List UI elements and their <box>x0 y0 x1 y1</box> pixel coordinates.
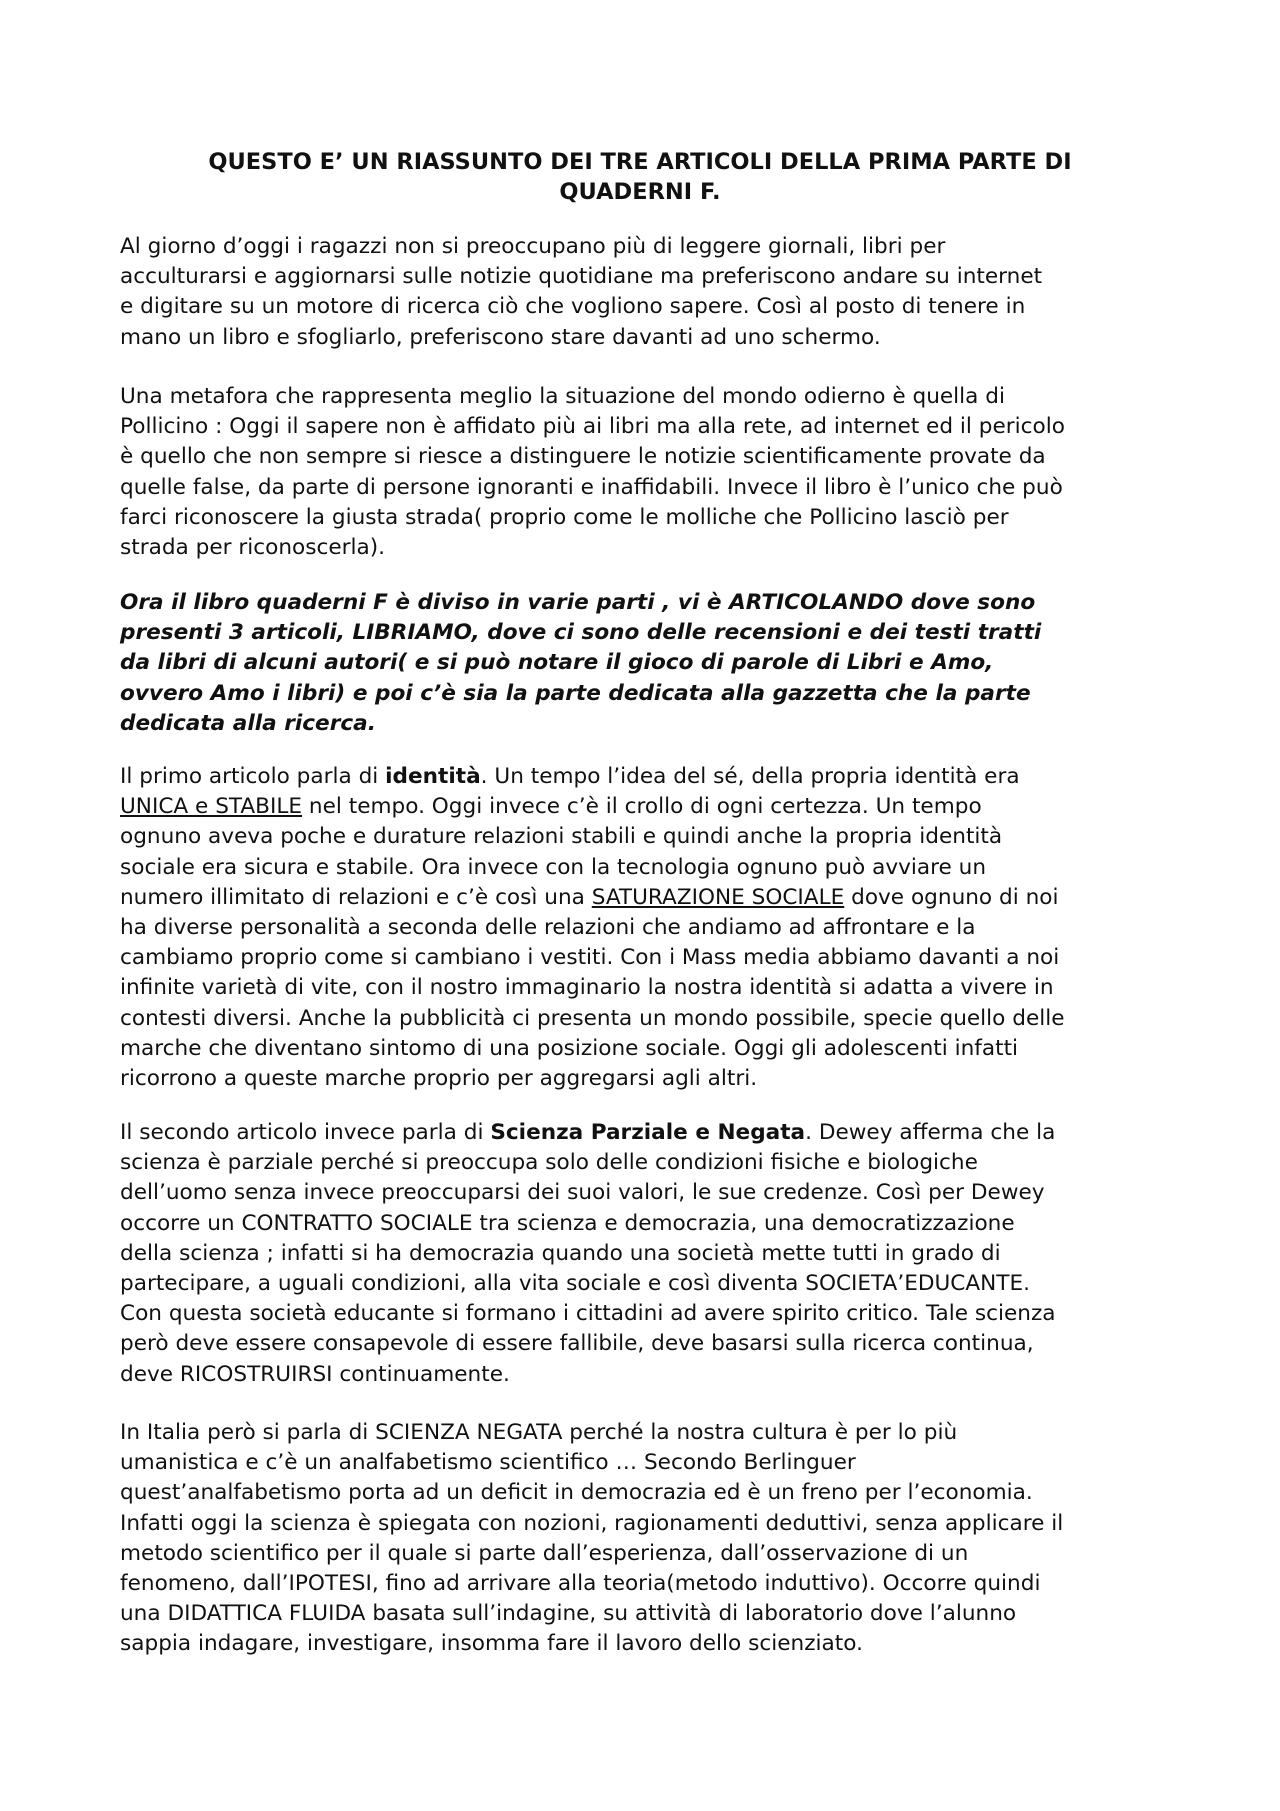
text-line: quelle false, da parte di persone ignoranti e inaffidabili. Invece il libro è l’unico che può <box>120 474 1063 500</box>
text-line: presenti 3 articoli, LIBRIAMO, dove ci sono delle recensioni e dei testi tratti <box>120 620 1042 646</box>
text-line: sappia indagare, investigare, insomma fare il lavoro dello scienziato. <box>120 1631 863 1657</box>
text-line: da libri di alcuni autori( e si può notare il gioco di parole di Libri e Amo, <box>120 650 994 676</box>
text-line <box>120 883 1165 913</box>
title-line: QUADERNI F. <box>559 179 721 205</box>
text-line: infinite varietà di vite, con il nostro immaginario la nostra identità si adatta a vivere in <box>120 975 1054 1001</box>
text-line: Ora il libro quaderni F è diviso in varie parti , vi è ARTICOLANDO dove sono <box>120 590 1036 615</box>
text-run: . Un tempo l’idea del sé, della propria identità era <box>480 764 1020 789</box>
text-line: sociale era sicura e stabile. Ora invece con la tecnologia ognuno può avviare un <box>120 854 987 880</box>
keyword-identita: identità <box>385 764 481 789</box>
text-line: ha diverse personalità a seconda delle relazioni che andiamo ad affrontare e la <box>120 915 976 941</box>
text-line: ricorrono a queste marche proprio per aggregarsi agli altri. <box>120 1066 758 1092</box>
text-line: deve RICOSTRUIRSI continuamente. <box>120 1361 510 1387</box>
text-line: dell’uomo senza invece preoccuparsi dei suoi valori, le sue credenze. Così per Dewey <box>120 1180 1045 1206</box>
text-line: umanistica e c’è un analfabetismo scientifico … Secondo Berlinguer <box>120 1450 856 1476</box>
text-line: è quello che non sempre si riesce a distinguere le notizie scientificamente provate da <box>120 444 1046 470</box>
paragraph-book-structure <box>120 588 1165 739</box>
text-line: strada per riconoscerla). <box>120 535 386 561</box>
text-line: In Italia però si parla di SCIENZA NEGATA perché la nostra cultura è per lo più <box>120 1420 958 1445</box>
text-line: della scienza ; infatti si ha democrazia quando una società mette tutti in grado di <box>120 1240 1001 1266</box>
text-line: farci riconoscere la giusta strada( proprio come le molliche che Pollicino lasciò per <box>120 504 1009 530</box>
title-line: QUESTO E’ UN RIASSUNTO DEI TRE ARTICOLI DELLA PRIMA PARTE DI <box>208 149 1072 175</box>
text-line: ovvero Amo i libri) e poi c’è sia la parte dedicata alla gazzetta che la parte <box>120 680 1031 706</box>
text-line: e digitare su un motore di ricerca ciò che vogliono sapere. Così al posto di tenere in <box>120 294 1026 320</box>
underlined-unica-stabile: UNICA e STABILE <box>120 794 303 820</box>
underlined-saturazione-sociale: SATURAZIONE SOCIALE <box>591 884 845 910</box>
text-run: Il secondo articolo invece parla di <box>120 1120 491 1145</box>
paragraph-intro <box>120 232 1165 353</box>
text-line: acculturarsi e aggiornarsi sulle notizie quotidiane ma preferiscono andare su internet <box>120 264 1043 290</box>
paragraph-metaphor <box>120 382 1165 563</box>
text-run: numero illimitato di relazioni e c’è così una <box>120 884 592 910</box>
text-line: metodo scientifico per il quale si parte dall’esperienza, dall’osservazione di un <box>120 1540 969 1566</box>
text-line <box>120 762 1165 792</box>
text-run: Il primo articolo parla di <box>120 764 386 789</box>
text-line: cambiamo proprio come si cambiano i vestiti. Con i Mass media abbiamo davanti a noi <box>120 945 1060 971</box>
text-line: quest’analfabetismo porta ad un deficit in democrazia ed è un freno per l’economia. <box>120 1480 1033 1506</box>
text-line: una DIDATTICA FLUIDA basata sull’indagine, su attività di laboratorio dove l’alunno <box>120 1601 1017 1627</box>
document-title <box>120 147 1160 207</box>
text-line: però deve essere consapevole di essere fallibile, deve basarsi sulla ricerca continua, <box>120 1331 1034 1357</box>
keyword-scienza-parziale: Scienza Parziale e Negata <box>490 1120 806 1145</box>
text-line: partecipare, a uguali condizioni, alla vita sociale e così diventa SOCIETA’EDUCANTE. <box>120 1271 1030 1297</box>
text-line: marche che diventano sintomo di una posizione sociale. Oggi gli adolescenti infatti <box>120 1035 1019 1061</box>
text-run: nel tempo. Oggi invece c’è il crollo di ogni certezza. Un tempo <box>302 794 982 820</box>
text-line <box>120 792 1165 822</box>
text-line: ognuno aveva poche e durature relazioni stabili e quindi anche la propria identità <box>120 824 1003 850</box>
text-run: dove ognuno di noi <box>844 884 1059 910</box>
text-line: scienza è parziale perché si preoccupa solo delle condizioni fisiche e biologiche <box>120 1150 978 1176</box>
text-line: mano un libro e sfogliarlo, preferiscono stare davanti ad uno schermo. <box>120 324 881 350</box>
text-line: occorre un CONTRATTO SOCIALE tra scienza e democrazia, una democratizzazione <box>120 1210 1015 1236</box>
text-line: Una metafora che rappresenta meglio la situazione del mondo odierno è quella di <box>120 384 1005 409</box>
paragraph-science <box>120 1118 1165 1390</box>
text-line: Infatti oggi la scienza è spiegata con nozioni, ragionamenti deduttivi, senza applicare il <box>120 1510 1064 1536</box>
text-line <box>120 1118 1165 1148</box>
paragraph-identity <box>120 762 1165 1094</box>
text-line: fenomeno, dall’IPOTESI, fino ad arrivare alla teoria(metodo induttivo). Occorre quindi <box>120 1571 1041 1597</box>
text-line: dedicata alla ricerca. <box>120 710 376 736</box>
text-run: . Dewey afferma che la <box>805 1120 1056 1145</box>
text-line: contesti diversi. Anche la pubblicità ci presenta un mondo possibile, specie quello delle <box>120 1005 1065 1031</box>
paragraph-scienza-negata <box>120 1418 1165 1660</box>
text-line: Pollicino : Oggi il sapere non è affidato più ai libri ma alla rete, ad internet ed il pericolo <box>120 414 1065 440</box>
text-line: Al giorno d’oggi i ragazzi non si preoccupano più di leggere giornali, libri per <box>120 234 946 259</box>
text-line: Con questa società educante si formano i cittadini ad avere spirito critico. Tale scienza <box>120 1301 1056 1327</box>
